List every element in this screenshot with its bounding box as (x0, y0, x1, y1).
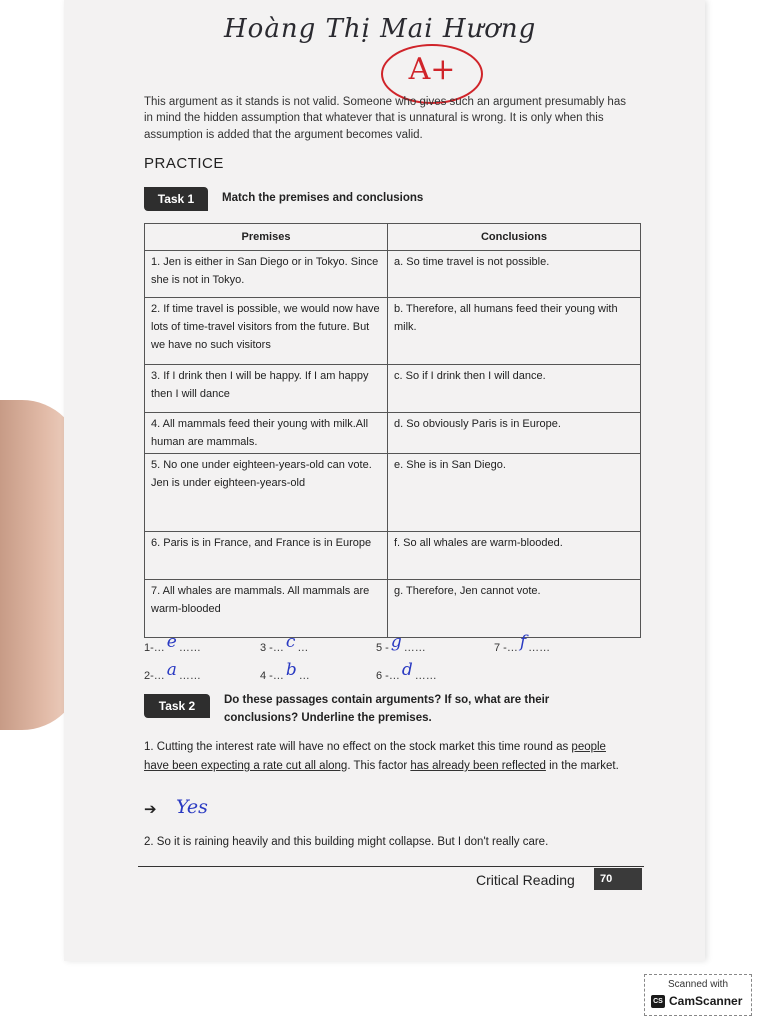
answer-number: 1- (144, 642, 154, 654)
task2-badge: Task 2 (144, 694, 210, 718)
answer-number: 5 - (376, 642, 389, 654)
table-row (145, 298, 641, 365)
header-conclusions: Conclusions (388, 224, 641, 251)
underlined-premise: has already been reflected (410, 760, 546, 772)
answer-5: 5 - g …… (376, 632, 426, 654)
footer-divider (138, 866, 644, 867)
answer-1: 1-… e …… (144, 632, 201, 654)
answer-number: 7 - (494, 642, 507, 654)
scanned-with-label: Scanned with (667, 979, 729, 990)
table-row (145, 413, 641, 454)
passage-text: in the market. (545, 760, 619, 772)
conclusion-cell: a. So time travel is not possible. (388, 251, 641, 298)
premise-cell: 2. If time travel is possible, we would now have lots of time-travel visitors from the future. But we have no such visitors (145, 298, 388, 365)
camscanner-logo-icon: CS (651, 995, 665, 1008)
arrow-icon: ➔ (144, 801, 157, 818)
handwritten-answer: f (519, 632, 527, 652)
practice-heading: PRACTICE (144, 155, 224, 172)
handwritten-answer: a (166, 660, 177, 680)
conclusion-cell: g. Therefore, Jen cannot vote. (388, 580, 641, 638)
handwritten-signature: Hoàng Thị Mai Hương (224, 14, 537, 44)
handwritten-answer: c (285, 632, 296, 652)
answer-3: 3 -… c … (260, 632, 309, 654)
task1-answer-lines (144, 632, 644, 682)
premise-cell: 4. All mammals feed their young with milk.All human are mammals. (145, 413, 388, 454)
handwritten-answer: e (166, 632, 177, 652)
task1-badge: Task 1 (144, 187, 208, 211)
premise-cell: 1. Jen is either in San Diego or in Tokyo. Since she is not in Tokyo. (145, 251, 388, 298)
answer-number: 4 - (260, 670, 273, 682)
camscanner-name: CamScanner (669, 994, 743, 1008)
book-page (64, 0, 705, 961)
answer-number: 2- (144, 670, 154, 682)
camscanner-badge (644, 974, 752, 1016)
handwritten-answer-yes: Yes (176, 796, 208, 818)
answer-2: 2-… a …… (144, 660, 201, 682)
passage-text: . This factor (347, 760, 411, 772)
table-row (145, 365, 641, 413)
table-row (145, 580, 641, 638)
table-row (145, 532, 641, 580)
answer-4: 4 -… b … (260, 660, 310, 682)
answer-7: 7 -… f …… (494, 632, 551, 654)
handwritten-answer: b (285, 660, 297, 680)
premises-conclusions-table (144, 223, 641, 638)
conclusion-cell: d. So obviously Paris is in Europe. (388, 413, 641, 454)
premise-cell: 7. All whales are mammals. All mammals are warm-blooded (145, 580, 388, 638)
answer-6: 6 -… d …… (376, 660, 437, 682)
handwritten-grade: A+ (408, 52, 456, 87)
intro-paragraph: This argument as it stands is not valid. Someone who gives such an argument presumably has in mind the hidden assumption that whatever that is unnatural is wrong. It is only when this assumption is added that the argument becomes valid. (144, 96, 626, 141)
task2-passage-2: 2. So it is raining heavily and this building might collapse. But I don't really care. (144, 836, 549, 848)
handwritten-answer: g (390, 632, 402, 652)
footer-book-title: Critical Reading (476, 872, 575, 888)
premise-cell: 5. No one under eighteen-years-old can vote. Jen is under eighteen-years-old (145, 454, 388, 532)
premise-cell: 3. If I drink then I will be happy. If I am happy then I will dance (145, 365, 388, 413)
conclusion-cell: e. She is in San Diego. (388, 454, 641, 532)
task2-passage-1 (144, 738, 634, 776)
conclusion-cell: c. So if I drink then I will dance. (388, 365, 641, 413)
table-row (145, 251, 641, 298)
task1-title: Match the premises and conclusions (222, 192, 424, 204)
table-header-row (145, 224, 641, 251)
passage-text: 1. Cutting the interest rate will have no effect on the stock market this time round as (144, 741, 572, 753)
answer-number: 6 - (376, 670, 389, 682)
answer-number: 3 - (260, 642, 273, 654)
header-premises: Premises (145, 224, 388, 251)
table-row (145, 454, 641, 532)
conclusion-cell: f. So all whales are warm-blooded. (388, 532, 641, 580)
premise-cell: 6. Paris is in France, and France is in Europe (145, 532, 388, 580)
conclusion-cell: b. Therefore, all humans feed their young with milk. (388, 298, 641, 365)
underlined-premise: people have been expecting a rate cut all along (144, 741, 606, 772)
page-number: 70 (594, 868, 642, 890)
handwritten-answer: d (401, 660, 413, 680)
task2-title: Do these passages contain arguments? If so, what are their conclusions? Underline the premises. (224, 694, 550, 724)
